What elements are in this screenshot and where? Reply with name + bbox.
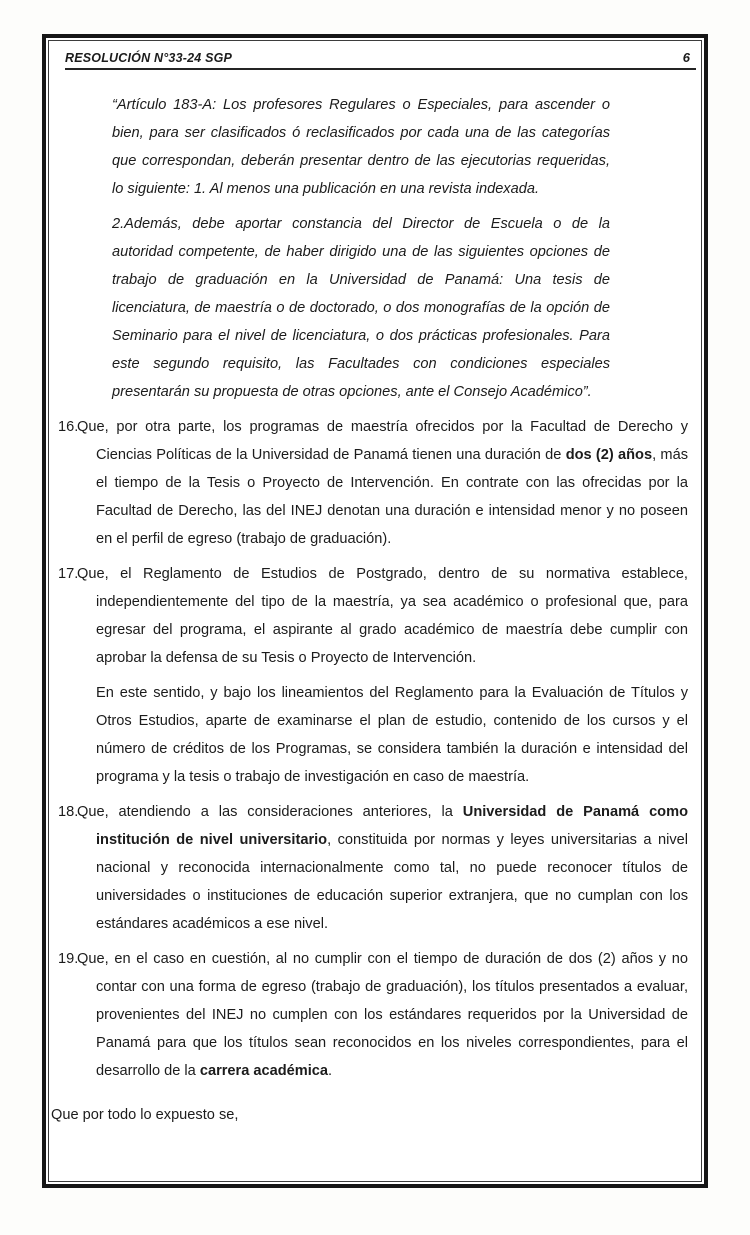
bold-emphasis: Universidad de Panamá como institución de nivel universitario xyxy=(96,804,688,848)
item-text-run: Que, atendiendo a las consideraciones anteriores, la xyxy=(77,804,463,820)
bold-emphasis: carrera académica xyxy=(199,1063,329,1079)
quoted-article-block xyxy=(112,91,610,406)
item-text-run: . xyxy=(328,1063,333,1079)
document-border-frame xyxy=(42,34,708,1188)
bold-emphasis: dos (2) años xyxy=(565,447,653,463)
item-text-run: Que, en el caso en cuestión, al no cumplir con el tiempo de duración de dos (2) años y no contar con una forma de egreso (trabajo de graduación), los títulos presentados a evaluar, provenientes del INEJ no cumplen con los estándares requeridos por la Universidad de Panamá para que los títulos sean reconocidos en los niveles correspondientes, para el desarrollo de la xyxy=(77,951,688,1079)
consideration-item-18 xyxy=(49,798,688,938)
consideration-item-19 xyxy=(49,945,688,1085)
document-page xyxy=(49,41,701,1181)
item-number-17: 17. xyxy=(58,566,79,582)
page-number: 6 xyxy=(682,50,690,65)
item-text-run: , más el tiempo de la Tesis o Proyecto de Intervención. En contrate con las ofrecidas por la Facultad de Derecho, las del INEJ denotan una duración e intensidad menor y no poseen en el perfil de egreso (trabajo de graduación). xyxy=(96,447,688,547)
item-number-19: 19. xyxy=(58,951,79,967)
header-title: RESOLUCIÓN N°33-24 SGP xyxy=(65,51,233,65)
closing-line: Que por todo lo expuesto se, xyxy=(51,1107,239,1123)
consideration-item-16 xyxy=(49,413,688,553)
item-number-16: 16. xyxy=(58,419,79,435)
item-text-run: Que, el Reglamento de Estudios de Postgrado, dentro de su normativa establece, independientemente del tipo de la maestría, ya sea académico o profesional que, para egresar del programa, el aspirante al grado académico de maestría debe cumplir con aprobar la defensa de su Tesis o Proyecto de Intervención. xyxy=(77,566,688,666)
item-text-run: , constituida por normas y leyes universitarias a nivel nacional y reconocida internacionalmente como tal, no puede reconocer títulos de universidades o instituciones de educación superior extranjera, que no cumplan con los estándares académicos a ese nivel. xyxy=(96,832,688,932)
quote-paragraph-1: “Artículo 183-A: Los profesores Regulares o Especiales, para ascender o bien, para ser clasificados ó reclasificados por cada una de las categorías que correspondan, deberán presentar dentro de las ejecutorias requeridas, lo siguiente: 1. Al menos una publicación en una revista indexada. xyxy=(112,97,610,197)
consideration-item-17 xyxy=(49,560,688,672)
item-number-18: 18. xyxy=(58,804,79,820)
item-text-run: Que, por otra parte, los programas de maestría ofrecidos por la Facultad de Derecho y Ciencias Políticas de la Universidad de Panamá tienen una duración de xyxy=(77,419,688,463)
quote-paragraph-2: 2.Además, debe aportar constancia del Director de Escuela o de la autoridad competente, de haber dirigido una de las siguientes opciones de trabajo de graduación en la Universidad de Panamá: Una tesis de licenciatura, de maestría o de doctorado, o dos monografías de la opción de Seminario para el nivel de licenciatura, o dos prácticas profesionales. Para este segundo requisito, las Facultades con condiciones especiales presentarán su propuesta de otras opciones, ante el Consejo Académico”. xyxy=(112,216,610,400)
page-header xyxy=(65,50,696,70)
consideration-17-continuation: En este sentido, y bajo los lineamientos del Reglamento para la Evaluación de Títulos y Otros Estudios, aparte de examinarse el plan de estudio, contenido de los cursos y el número de créditos de los Programas, se considera también la duración e intensidad del programa y la tesis o trabajo de investigación en caso de maestría. xyxy=(96,685,688,785)
numbered-considerations xyxy=(49,413,701,1085)
